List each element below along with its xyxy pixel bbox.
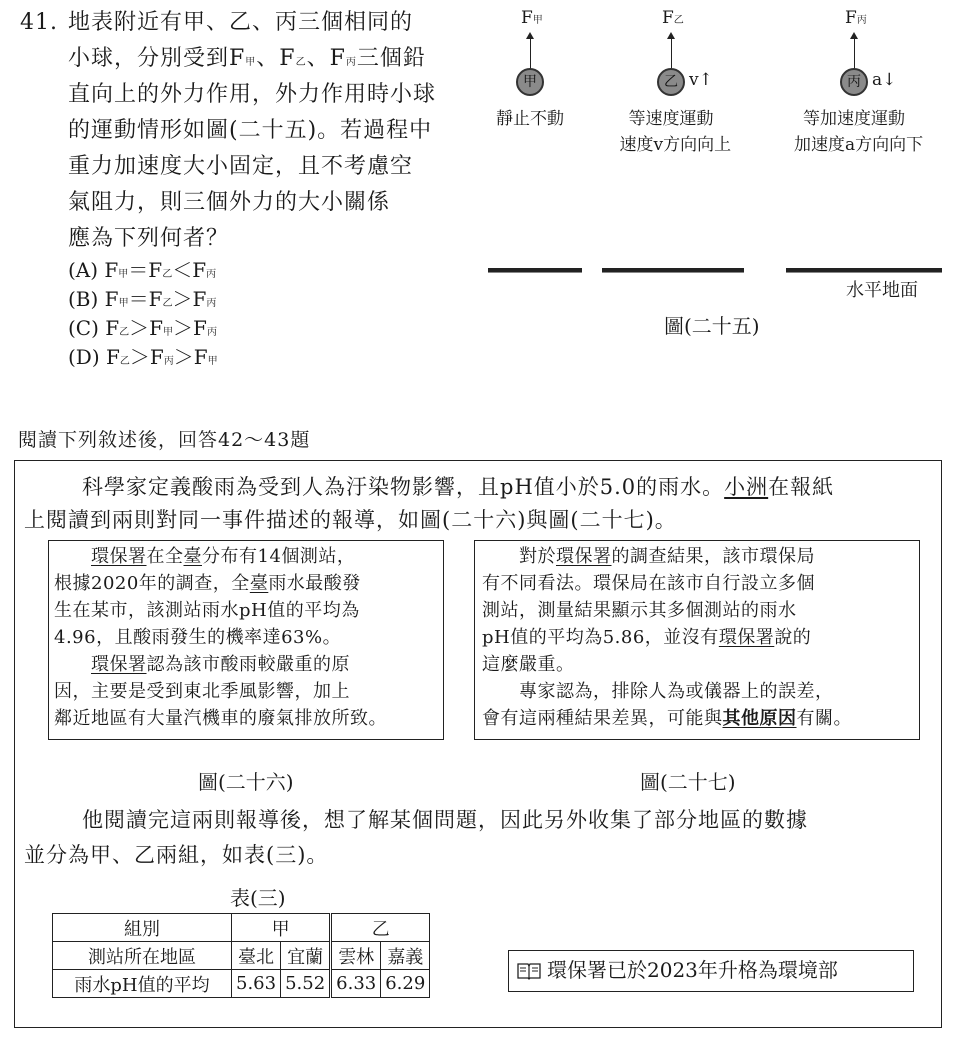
motion-description: 速度v方向向上 — [619, 135, 732, 155]
ground-segment — [488, 268, 582, 273]
table-cell: 組別 — [53, 914, 232, 942]
ground-segment — [602, 268, 744, 273]
table-cell: 乙 — [331, 914, 430, 942]
option-key: (B) — [68, 287, 105, 311]
figure-27-caption: 圖(二十七) — [640, 770, 736, 794]
option-text: F甲＝F乙＞F丙 — [104, 287, 217, 311]
figure-text-line: 有不同看法。環保局在該市自行設立多個 — [482, 573, 815, 594]
motion-description: 靜止不動 — [496, 109, 564, 129]
figure-text-line: 會有這兩種結果差異，可能與其他原因有關。 — [482, 708, 852, 729]
table-cell: 臺北 — [232, 942, 281, 970]
table-cell: 嘉義 — [381, 942, 430, 970]
force-arrow — [854, 34, 855, 70]
figure-text-line: 測站，測量結果顯示其多個測站的雨水 — [482, 600, 797, 621]
force-label: F甲 — [521, 8, 543, 28]
figure-text-line: 環保署在全臺分布有14個測站， — [91, 546, 356, 567]
table-cell: 雨水pH值的平均 — [53, 970, 232, 998]
motion-label: v↑ — [689, 70, 713, 90]
table-cell: 6.33 — [331, 970, 381, 998]
table-cell: 5.52 — [281, 970, 331, 998]
option-text: F甲＝F乙＜F丙 — [104, 258, 217, 282]
figure-25-caption: 圖(二十五) — [664, 314, 760, 338]
ball: 甲 — [516, 68, 544, 96]
motion-description: 等速度運動 — [628, 109, 714, 129]
passage-para2-line2: 並分為甲、乙兩組，如表(三)。 — [24, 843, 329, 867]
option-text: F乙＞F甲＞F丙 — [105, 316, 217, 340]
stem-line: 小球，分別受到F甲、F乙、F丙三個鉛 — [68, 46, 426, 71]
table-cell: 5.63 — [232, 970, 281, 998]
figure-text-line: pH值的平均為5.86，並沒有環保署說的 — [482, 627, 812, 648]
note-box: 環保署已於2023年升格為環境部 — [508, 950, 914, 992]
motion-label: a↓ — [872, 70, 897, 90]
ball: 乙 — [657, 68, 685, 96]
force-label: F乙 — [662, 8, 684, 28]
passage-para1-line1: 科學家定義酸雨為受到人為汙染物影響，且pH值小於5.0的雨水。小洲在報紙 — [82, 475, 835, 499]
figure-text-line: 因，主要是受到東北季風影響，加上 — [54, 681, 350, 702]
ball: 丙 — [840, 68, 868, 96]
force-arrow — [671, 34, 672, 70]
table-cell: 測站所在地區 — [53, 942, 232, 970]
stem-line: 地表附近有甲、乙、丙三個相同的 — [68, 10, 414, 35]
reading-intro: 閱讀下列敘述後，回答42～43題 — [18, 429, 311, 451]
option-key: (D) — [68, 345, 106, 369]
force-arrow — [530, 34, 531, 70]
book-icon — [517, 954, 541, 972]
stem-line: 重力加速度大小固定，且不考慮空 — [68, 154, 414, 179]
table-row — [53, 914, 430, 942]
option-text: F乙＞F丙＞F甲 — [106, 345, 218, 369]
motion-description: 加速度a方向向下 — [794, 135, 924, 155]
stem-line: 氣阻力，則三個外力的大小關係 — [68, 190, 391, 215]
force-label: F丙 — [845, 8, 867, 28]
table-cell: 宜蘭 — [281, 942, 331, 970]
ground-label: 水平地面 — [846, 280, 918, 301]
figure-26-caption: 圖(二十六) — [198, 770, 294, 794]
figure-text-line: 專家認為，排除人為或儀器上的誤差， — [482, 681, 834, 702]
figure-text-line: 4.96，且酸雨發生的機率達63%。 — [54, 627, 342, 648]
person-name: 小洲 — [724, 475, 769, 499]
table-cell: 甲 — [232, 914, 331, 942]
stem-line: 的運動情形如圖(二十五)。若過程中 — [68, 118, 433, 143]
table-row — [53, 970, 430, 998]
table-cell: 6.29 — [381, 970, 430, 998]
table-row — [53, 942, 430, 970]
question-number: 41. — [20, 10, 58, 35]
stem-line: 應為下列何者？ — [68, 226, 230, 251]
table-3-caption: 表(三) — [230, 886, 286, 910]
motion-description: 等加速度運動 — [803, 109, 905, 129]
figure-text-line: 根據2020年的調查，全臺雨水最酸發 — [54, 573, 361, 594]
option-key: (C) — [68, 316, 106, 340]
figure-text-line: 鄰近地區有大量汽機車的廢氣排放所致。 — [54, 708, 387, 729]
figure-text-line: 這麼嚴重。 — [482, 654, 575, 675]
table-cell: 雲林 — [331, 942, 381, 970]
answer-option[interactable] — [68, 343, 218, 376]
ground-segment — [786, 268, 942, 273]
passage-para1-line2: 上閱讀到兩則對同一事件描述的報導，如圖(二十六)與圖(二十七)。 — [24, 508, 677, 532]
passage-para2-line1: 他閱讀完這兩則報導後，想了解某個問題，因此另外收集了部分地區的數據 — [82, 808, 808, 832]
stem-line: 直向上的外力作用，外力作用時小球 — [68, 82, 437, 107]
figure-text-line: 對於環保署的調查結果，該市環保局 — [482, 546, 815, 567]
option-key: (A) — [68, 258, 105, 282]
figure-text-line: 環保署認為該市酸雨較嚴重的原 — [91, 654, 350, 675]
figure-text-line: 生在某市，該測站雨水pH值的平均為 — [54, 600, 360, 621]
table-3 — [52, 913, 430, 998]
